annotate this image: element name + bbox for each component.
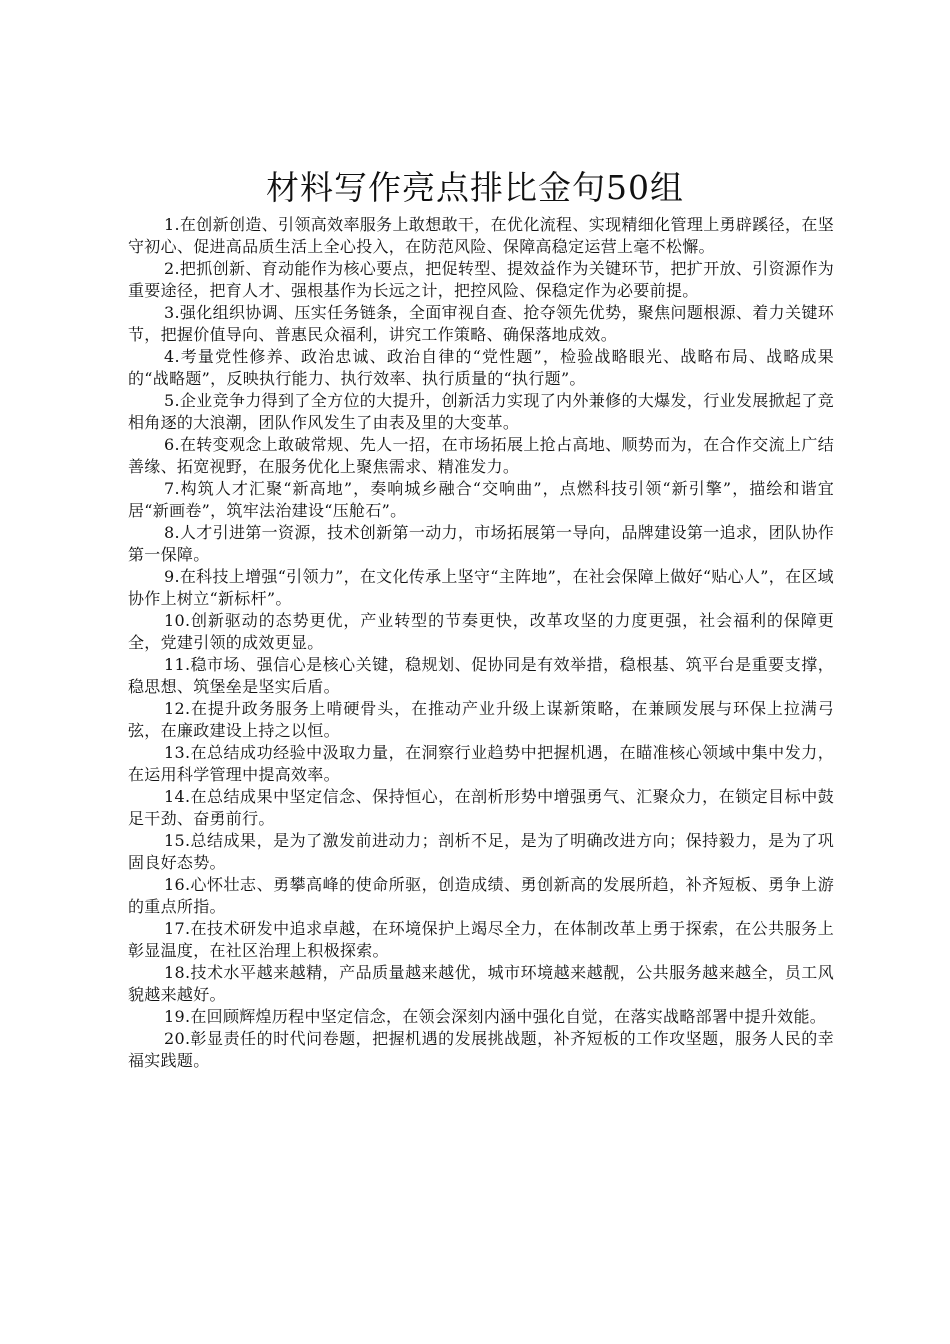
- paragraph-18: 18.技术水平越来越精，产品质量越来越优，城市环境越来越靓，公共服务越来越全，员工风貌越来越好。: [128, 963, 834, 1004]
- paragraph-1: 1.在创新创造、引领高效率服务上敢想敢干，在优化流程、实现精细化管理上勇辟蹊径，在坚守初心、促进高品质生活上全心投入，在防范风险、保障高稳定运营上毫不松懈。: [128, 215, 834, 256]
- paragraph-19: 19.在回顾辉煌历程中坚定信念，在领会深刻内涵中强化自觉，在落实战略部署中提升效能。: [164, 1007, 827, 1026]
- paragraph-8: 8.人才引进第一资源，技术创新第一动力，市场拓展第一导向，品牌建设第一追求，团队协作第一保障。: [128, 523, 834, 564]
- paragraph-11: 11.稳市场、强信心是核心关键，稳规划、促协同是有效举措，稳根基、筑平台是重要支撑，稳思想、筑堡垒是坚实后盾。: [128, 655, 834, 696]
- paragraph-3: 3.强化组织协调、压实任务链条，全面审视自查、抢夺领先优势，聚焦问题根源、着力关键环节，把握价值导向、普惠民众福利，讲究工作策略、确保落地成效。: [128, 303, 834, 344]
- paragraph-7: 7.构筑人才汇聚“新高地”，奏响城乡融合“交响曲”，点燃科技引领“新引擎”，描绘和谐宜居“新画卷”，筑牢法治建设“压舱石”。: [128, 479, 834, 520]
- paragraph-9: 9.在科技上增强“引领力”，在文化传承上坚守“主阵地”，在社会保障上做好“贴心人”，在区域协作上树立“新标杆”。: [128, 567, 834, 608]
- paragraph-20: 20.彰显责任的时代问卷题，把握机遇的发展挑战题，补齐短板的工作攻坚题，服务人民的幸福实践题。: [128, 1029, 834, 1070]
- paragraph-6: 6.在转变观念上敢破常规、先人一招，在市场拓展上抢占高地、顺势而为，在合作交流上广结善缘、拓宽视野，在服务优化上聚焦需求、精准发力。: [128, 435, 834, 476]
- document-title: 材料写作亮点排比金句50组: [266, 168, 684, 207]
- paragraph-13: 13.在总结成功经验中汲取力量，在洞察行业趋势中把握机遇，在瞄准核心领域中集中发力，在运用科学管理中提高效率。: [128, 743, 834, 784]
- paragraph-14: 14.在总结成果中坚定信念、保持恒心，在剖析形势中增强勇气、汇聚众力，在锁定目标中鼓足干劲、奋勇前行。: [128, 787, 834, 828]
- paragraph-15: 15.总结成果，是为了激发前进动力；剖析不足，是为了明确改进方向；保持毅力，是为了巩固良好态势。: [128, 831, 834, 872]
- paragraph-5: 5.企业竞争力得到了全方位的大提升，创新活力实现了内外兼修的大爆发，行业发展掀起了竞相角逐的大浪潮，团队作风发生了由表及里的大变革。: [128, 391, 834, 432]
- paragraph-4: 4.考量党性修养、政治忠诚、政治自律的“党性题”，检验战略眼光、战略布局、战略成果的“战略题”，反映执行能力、执行效率、执行质量的“执行题”。: [128, 347, 834, 388]
- paragraph-12: 12.在提升政务服务上啃硬骨头，在推动产业升级上谋新策略，在兼顾发展与环保上拉满弓弦，在廉政建设上持之以恒。: [128, 699, 834, 740]
- paragraph-16: 16.心怀壮志、勇攀高峰的使命所驱，创造成绩、勇创新高的发展所趋，补齐短板、勇争上游的重点所指。: [128, 875, 834, 916]
- paragraph-10: 10.创新驱动的态势更优，产业转型的节奏更快，改革攻坚的力度更强，社会福利的保障更全，党建引领的成效更显。: [128, 611, 834, 652]
- document-body: [128, 214, 834, 1072]
- paragraph-2: 2.把抓创新、育动能作为核心要点，把促转型、提效益作为关键环节，把扩开放、引资源作为重要途径，把育人才、强根基作为长远之计，把控风险、保稳定作为必要前提。: [128, 259, 834, 300]
- paragraph-17: 17.在技术研发中追求卓越，在环境保护上竭尽全力，在体制改革上勇于探索，在公共服务上彰显温度，在社区治理上积极探索。: [128, 919, 834, 960]
